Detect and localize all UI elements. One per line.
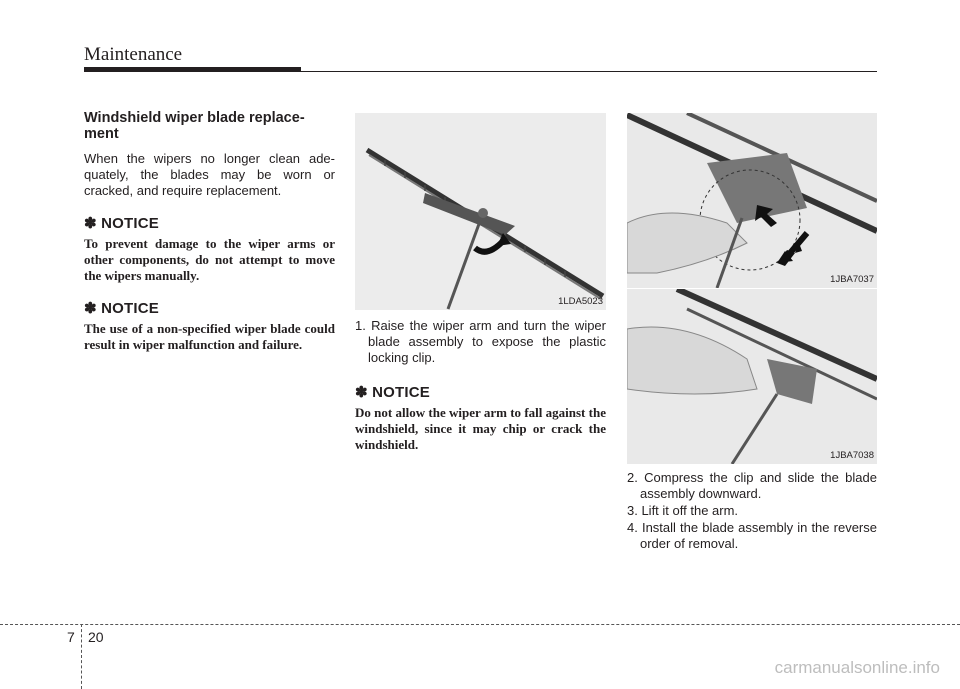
header-rule [84,71,877,72]
footer-rule [0,624,960,625]
figure-code: 1LDA5023 [558,296,603,307]
watermark: carmanualsonline.info [774,658,940,677]
middle-column [355,113,606,453]
chapter-number: 7 [67,629,75,645]
left-column [84,110,335,353]
page-number: 20 [88,629,104,645]
wiper-arm-illustration [355,113,606,310]
clip-release-illustration [627,113,877,288]
footer-divider [81,624,83,689]
notice-body: Do not allow the wiper arm to fall against the windshield, since it may chip or crack the windshield. [355,405,606,452]
blade-removal-figure [627,289,877,464]
notice-body: To prevent damage to the wiper arms or other components, do not attempt to move the wipers manually. [84,236,335,283]
figure-code: 1JBA7038 [830,450,874,461]
section-heading: Windshield wiper blade replace- ment [84,110,305,142]
step-4: 4. Install the blade assembly in the reverse order of removal. [627,520,877,551]
notice-body: The use of a non-specified wiper blade could result in wiper malfunction and failure. [84,321,335,352]
page-header-title: Maintenance [84,44,183,65]
clip-release-figure [627,113,877,288]
notice-title: ✽ NOTICE [84,215,160,232]
wiper-arm-figure [355,113,606,310]
step-2: 2. Compress the clip and slide the blade assembly downward. [627,470,877,501]
intro-paragraph: When the wipers no longer clean ade-quately, the blades may be worn or cracked, and require replacement. [84,151,335,198]
notice-title: ✽ NOTICE [355,384,431,401]
step-1: 1. Raise the wiper arm and turn the wiper blade assembly to expose the plastic locking clip. [355,318,606,365]
right-column [627,113,877,552]
notice-title: ✽ NOTICE [84,300,160,317]
blade-removal-illustration [627,289,877,464]
step-3: 3. Lift it off the arm. [627,503,739,518]
figure-code: 1JBA7037 [830,274,874,285]
